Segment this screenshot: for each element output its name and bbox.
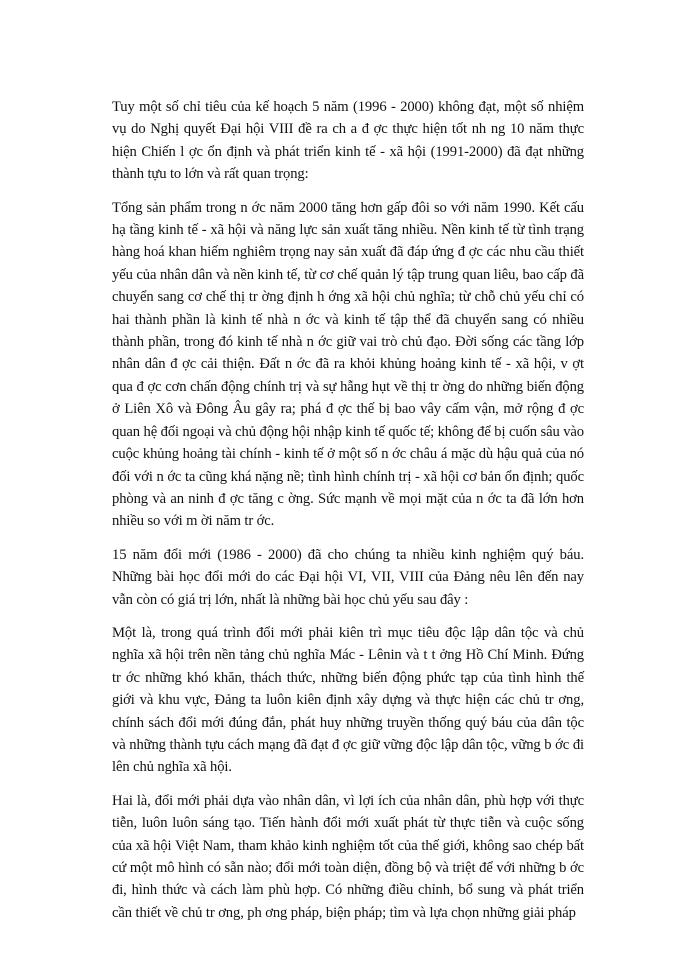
document-body: [112, 96, 584, 935]
paragraph-lesson-one: Một là, trong quá trình đổi mới phải kiên trì mục tiêu độc lập dân tộc và chủ nghĩa xã hội trên nền tảng chủ nghĩa Mác - Lênin và t t ởng Hồ Chí Minh. Đứng tr ớc những khó khăn, thách thức, những biến động phức tạp của tình hình thế giới và khu vực, Đảng ta luôn kiên định xây dựng và thực hiện các chủ tr ơng, chính sách đổi mới đúng đắn, phát huy những truyền thống quý báu của dân tộc và những thành tựu cách mạng đã đạt đ ợc giữ vững độc lập dân tộc, vững b ớc đi lên chủ nghĩa xã hội.: [112, 624, 584, 776]
paragraph-intro: Tuy một số chỉ tiêu của kế hoạch 5 năm (1996 - 2000) không đạt, một số nhiệm vụ do Nghị quyết Đại hội VIII đề ra ch a đ ợc thực hiện tốt nh ng 10 năm thực hiện Chiến l ợc ổn định và phát triển kinh tế - xã hội (1991-2000) đã đạt những thành tựu to lớn và rất quan trọng:: [112, 99, 584, 183]
paragraph-lesson-two: Hai là, đổi mới phải dựa vào nhân dân, vì lợi ích của nhân dân, phù hợp với thực tiễn, luôn luôn sáng tạo. Tiến hành đổi mới xuất phát từ thực tiễn và cuộc sống của xã hội Việt Nam, tham khảo kinh nghiệm tốt của thế giới, không sao chép bất cứ một mô hình có sẵn nào; đổi mới toàn diện, đồng bộ và triệt để với những b ớc đi, hình thức và cách làm phù hợp. Có những điều chỉnh, bổ sung và phát triển cần thiết về chủ tr ơng, ph ơng pháp, biện pháp; tìm và lựa chọn những giải pháp: [112, 792, 584, 921]
paragraph-achievements: Tổng sản phẩm trong n ớc năm 2000 tăng hơn gấp đôi so với năm 1990. Kết cấu hạ tầng kinh tế - xã hội và năng lực sản xuất tăng nhiều. Nền kinh tế từ tình trạng hàng hoá khan hiếm nghiêm trọng nay sản xuất đã đáp ứng đ ợc các nhu cầu thiết yếu của nhân dân và nền kinh tế, từ cơ chế quản lý tập trung quan liêu, bao cấp đã chuyển sang cơ chế thị tr ờng định h ớng xã hội chủ nghĩa; từ chỗ chủ yếu chỉ có hai thành phần là kinh tế nhà n ớc và kinh tế tập thể đã chuyển sang có nhiều thành phần, trong đó kinh tế nhà n ớc giữ vai trò chủ đạo. Đời sống các tầng lớp nhân dân đ ợc cải thiện. Đất n ớc đã ra khỏi khủng hoảng kinh tế - xã hội, v ợt qua đ ợc cơn chấn động chính trị và sự hẫng hụt về thị tr ờng do những biến động ở Liên Xô và Đông Âu gây ra; phá đ ợc thế bị bao vây cấm vận, mở rộng đ ợc quan hệ đối ngoại và chủ động hội nhập kinh tế quốc tế; không để bị cuốn sâu vào cuộc khủng hoảng tài chính - kinh tế ở một số n ớc châu á mặc dù hậu quả của nó đối với n ớc ta cũng khá nặng nề; tình hình chính trị - xã hội cơ bản ổn định; quốc phòng và an ninh đ ợc tăng c ờng. Sức mạnh về mọi mặt của n ớc ta đã lớn hơn nhiều so với m ời năm tr ớc.: [112, 199, 584, 530]
paragraph-lessons-intro: 15 năm đổi mới (1986 - 2000) đã cho chúng ta nhiều kinh nghiệm quý báu. Những bài học đổi mới do các Đại hội VI, VII, VIII của Đảng nêu lên đến nay vẫn còn có giá trị lớn, nhất là những bài học chủ yếu sau đây :: [112, 546, 584, 608]
